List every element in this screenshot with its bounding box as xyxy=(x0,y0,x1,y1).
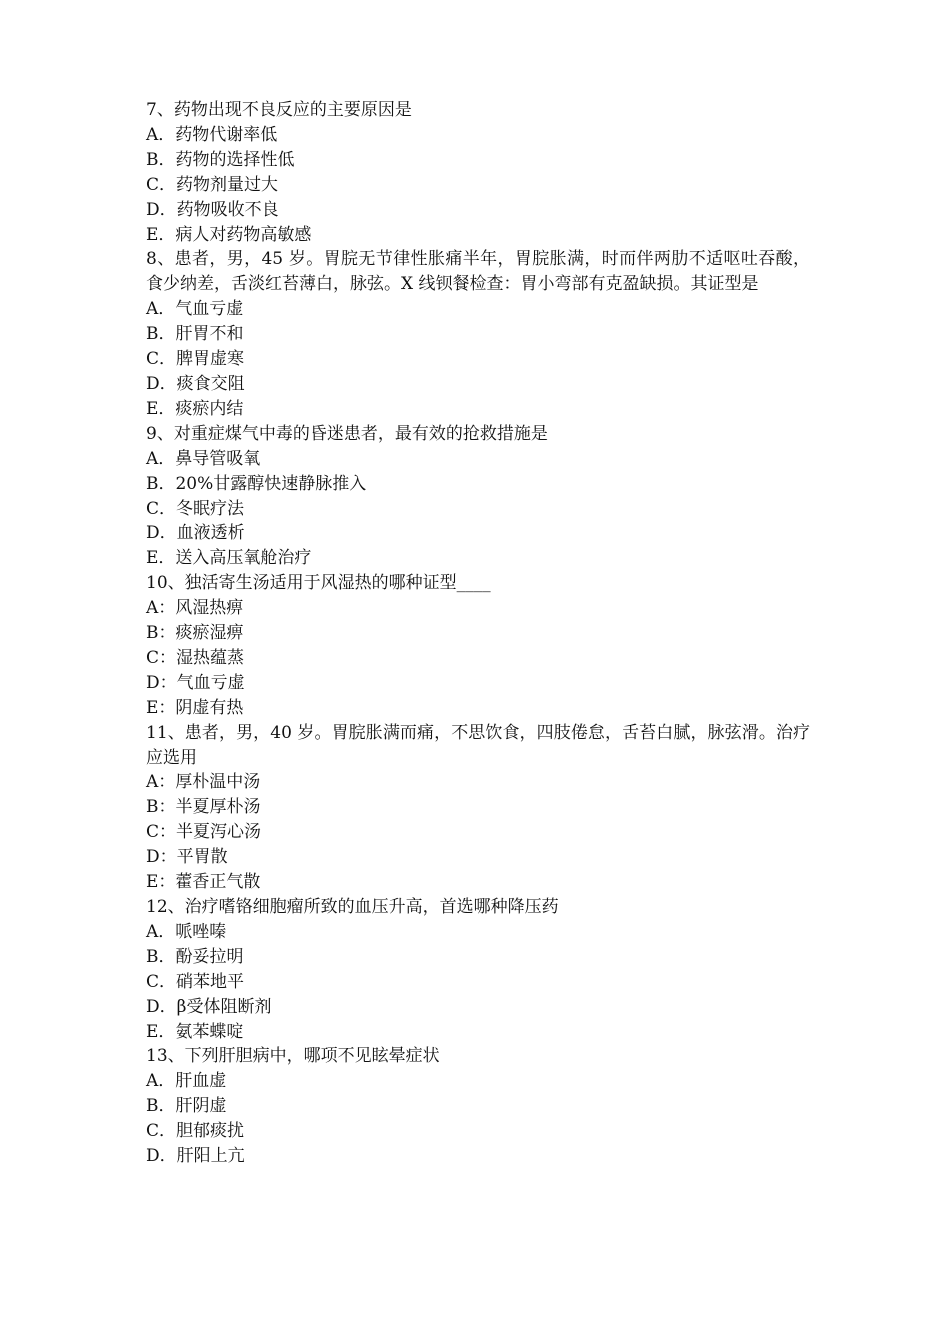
option-e: E．氨苯蝶啶 xyxy=(146,1021,244,1042)
option-e: E．病人对药物高敏感 xyxy=(146,224,312,245)
question-stem: 13、下列肝胆病中，哪项不见眩晕症状 xyxy=(146,1046,440,1067)
option-a: A．哌唑嗪 xyxy=(146,921,227,942)
option-b: B．肝阴虚 xyxy=(146,1096,227,1117)
question-9 xyxy=(146,422,810,571)
option-b: B：痰瘀湿痹 xyxy=(146,623,244,644)
option-d: D．痰食交阻 xyxy=(146,373,245,394)
option-a: A．鼻导管吸氧 xyxy=(146,448,261,469)
option-d: D．药物吸收不良 xyxy=(146,199,279,220)
option-b: B．酚妥拉明 xyxy=(146,946,244,967)
question-13 xyxy=(146,1044,810,1169)
question-stem: 11、患者，男，40 岁。胃脘胀满而痛，不思饮食，四肢倦怠，舌苔白腻，脉弦滑。治疗应选用 xyxy=(146,722,810,768)
option-e: E：藿香正气散 xyxy=(146,872,261,893)
question-stem: 12、治疗嗜铬细胞瘤所致的血压升高，首选哪种降压药 xyxy=(146,897,559,917)
option-b: B．药物的选择性低 xyxy=(146,149,295,170)
option-e: E．痰瘀内结 xyxy=(146,398,244,419)
question-stem: 8、患者，男，45 岁。胃脘无节律性胀痛半年，胃脘胀满，时而伴两肋不适呕吐吞酸，食少纳差，舌淡红苔薄白，脉弦。X 线钡餐检查：胃小弯部有克盈缺损。其证型是 xyxy=(146,249,810,295)
option-c: C：半夏泻心汤 xyxy=(146,822,262,843)
question-10 xyxy=(146,571,810,720)
option-d: D．β受体阻断剂 xyxy=(146,996,272,1017)
option-c: C．冬眠疗法 xyxy=(146,498,245,519)
question-7 xyxy=(146,98,810,247)
document-body xyxy=(146,98,810,1169)
question-stem: 10、独活寄生汤适用于风湿热的哪种证型____ xyxy=(146,573,491,594)
option-d: D：气血亏虚 xyxy=(146,672,245,693)
option-d: D．肝阳上亢 xyxy=(146,1146,245,1167)
question-12 xyxy=(146,895,810,1044)
option-c: C．脾胃虚寒 xyxy=(146,349,245,370)
option-d: D．血液透析 xyxy=(146,523,245,544)
option-a: A：厚朴温中汤 xyxy=(146,772,261,793)
option-e: E．送入高压氧舱治疗 xyxy=(146,548,312,569)
option-a: A．药物代谢率低 xyxy=(146,124,278,145)
option-d: D：平胃散 xyxy=(146,847,228,868)
question-11 xyxy=(146,721,810,895)
option-c: C．药物剂量过大 xyxy=(146,174,279,195)
question-8 xyxy=(146,247,810,421)
question-stem: 9、对重症煤气中毒的昏迷患者，最有效的抢救措施是 xyxy=(146,423,548,444)
option-c: C：湿热蕴蒸 xyxy=(146,647,245,668)
option-b: B：半夏厚朴汤 xyxy=(146,797,261,818)
question-stem: 7、药物出现不良反应的主要原因是 xyxy=(146,100,412,120)
option-c: C．硝苯地平 xyxy=(146,971,245,992)
option-a: A：风湿热痹 xyxy=(146,598,244,619)
option-e: E：阴虚有热 xyxy=(146,697,244,718)
option-b: B．肝胃不和 xyxy=(146,324,244,345)
option-b: B．20%甘露醇快速静脉推入 xyxy=(146,473,367,494)
option-c: C．胆郁痰扰 xyxy=(146,1121,245,1142)
option-a: A．气血亏虚 xyxy=(146,299,244,320)
option-a: A．肝血虚 xyxy=(146,1071,227,1092)
